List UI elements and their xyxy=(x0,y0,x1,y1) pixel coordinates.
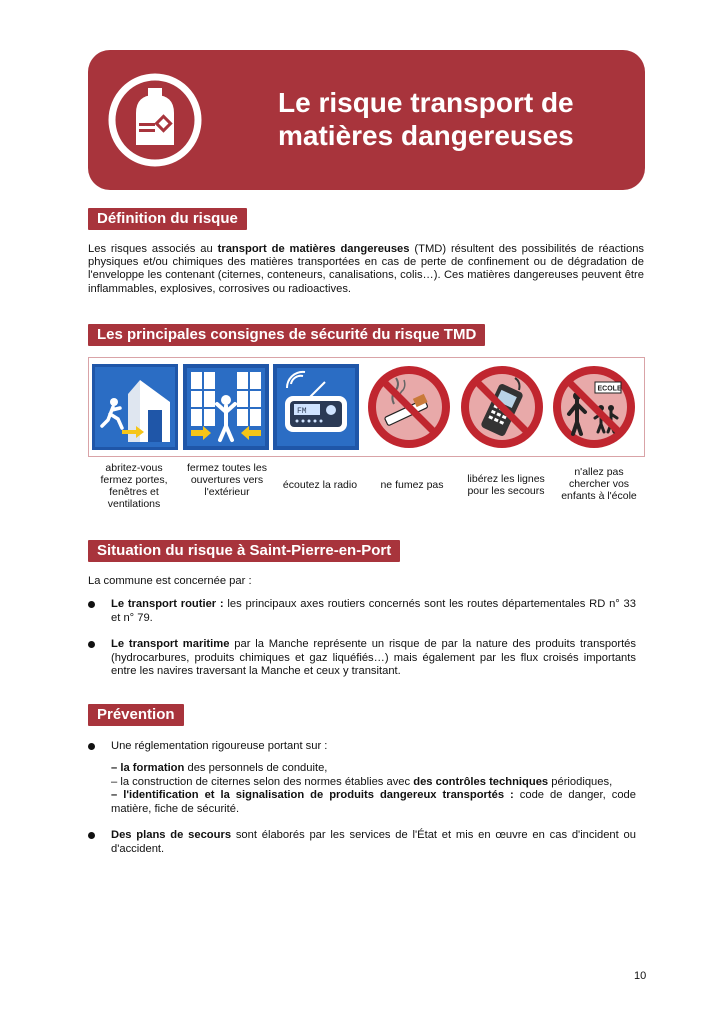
page-title xyxy=(278,86,618,152)
situation-intro: La commune est concernée par : xyxy=(88,575,252,587)
prevention-item-plans xyxy=(88,829,636,856)
formation-text: des personnels de conduite, xyxy=(184,762,328,774)
radio-display-label: FM xyxy=(297,407,307,416)
no-phone-icon xyxy=(459,364,545,450)
caption-close-windows: fermez toutes les ouvertures vers l'extérieur xyxy=(187,462,267,498)
close-windows-icon xyxy=(183,364,269,450)
maritime-bold: Le transport maritime xyxy=(111,638,230,650)
formation-bold: – la formation xyxy=(111,762,185,774)
prevention-heading: Prévention xyxy=(88,704,184,726)
caption-no-smoking: ne fumez pas xyxy=(380,479,444,491)
safety-icons-panel xyxy=(88,357,645,457)
definition-text-c: (TMD) résultent des possibilités de réactions physiques et/ou chimiques des matières transportées en cas de perte de confinement ou de dégradation de l'enveloppe les contenant (citernes, conteneurs, canalisations, colis…). Ces matières dangereuses peuvent être inflammables, explosives, corrosives ou radioactives. xyxy=(88,243,645,295)
consignes-heading: Les principales consignes de sécurité du risque TMD xyxy=(88,324,485,346)
sub-item-construction xyxy=(111,776,636,790)
definition-heading: Définition du risque xyxy=(88,208,247,230)
shelter-house-icon xyxy=(92,364,178,450)
road-text: les principaux axes routiers concernés sont les routes départementales RD n° 33 et n° 79. xyxy=(111,598,637,624)
caption-phone-lines: libérez les lignes pour les secours xyxy=(467,473,545,497)
maritime-text: par la Manche représente un risque de par la nature des produits transportés (hydrocarbures, produits chimiques et gaz liquéfiés…) mais également par les flux croisés importants entre les navires traversant la Manche et ceux y transitant. xyxy=(111,638,636,678)
regulation-sub-list xyxy=(111,762,636,816)
plans-bold: Des plans de secours xyxy=(111,829,232,841)
identification-text: code de danger, code matière, fiche de sécurité. xyxy=(111,789,636,815)
radio-icon xyxy=(273,364,359,450)
no-smoking-icon xyxy=(366,364,452,450)
construction-bold: des contrôles techniques xyxy=(413,775,549,788)
caption-school: n'allez pas chercher vos enfants à l'école xyxy=(561,466,637,502)
construction-end: périodiques, xyxy=(548,775,613,788)
road-bold: Le transport routier : xyxy=(111,598,224,610)
title-banner xyxy=(88,50,645,190)
ecole-sign-text: ECOLE xyxy=(597,385,622,393)
page-number: 10 xyxy=(634,970,647,982)
situation-item-road xyxy=(88,598,636,625)
caption-radio: écoutez la radio xyxy=(282,479,358,491)
no-school-pickup-icon xyxy=(551,364,637,450)
definition-text-bold: transport de matières dangereuses xyxy=(217,243,410,255)
situation-item-maritime xyxy=(88,638,636,679)
caption-shelter: abritez-vous fermez portes, fenêtres et ventilations xyxy=(100,462,168,510)
bullet-dot xyxy=(88,743,95,750)
sub-item-formation xyxy=(111,762,636,776)
regulation-text: Une réglementation rigoureuse portant sur : xyxy=(111,740,328,752)
title-line-1: Le risque transport de xyxy=(278,87,574,118)
sub-item-identification xyxy=(111,789,636,816)
tanker-hazard-icon xyxy=(108,73,202,167)
bullet-dot xyxy=(88,601,95,608)
identification-bold: – l'identification et la signalisation de produits dangereux transportés : xyxy=(111,789,514,802)
bullet-dot xyxy=(88,641,95,648)
plans-text: sont élaborés par les services de l'État et mis en œuvre en cas d'incident ou d'accident. xyxy=(111,829,636,855)
prevention-item-regulation xyxy=(88,740,636,754)
title-line-2: matières dangereuses xyxy=(278,120,574,151)
bullet-dot xyxy=(88,832,95,839)
construction-text: – la construction de citernes selon des normes établies avec xyxy=(111,775,414,788)
definition-text-a: Les risques associés au xyxy=(88,243,218,255)
situation-heading: Situation du risque à Saint-Pierre-en-Port xyxy=(88,540,400,562)
definition-text xyxy=(88,243,644,296)
